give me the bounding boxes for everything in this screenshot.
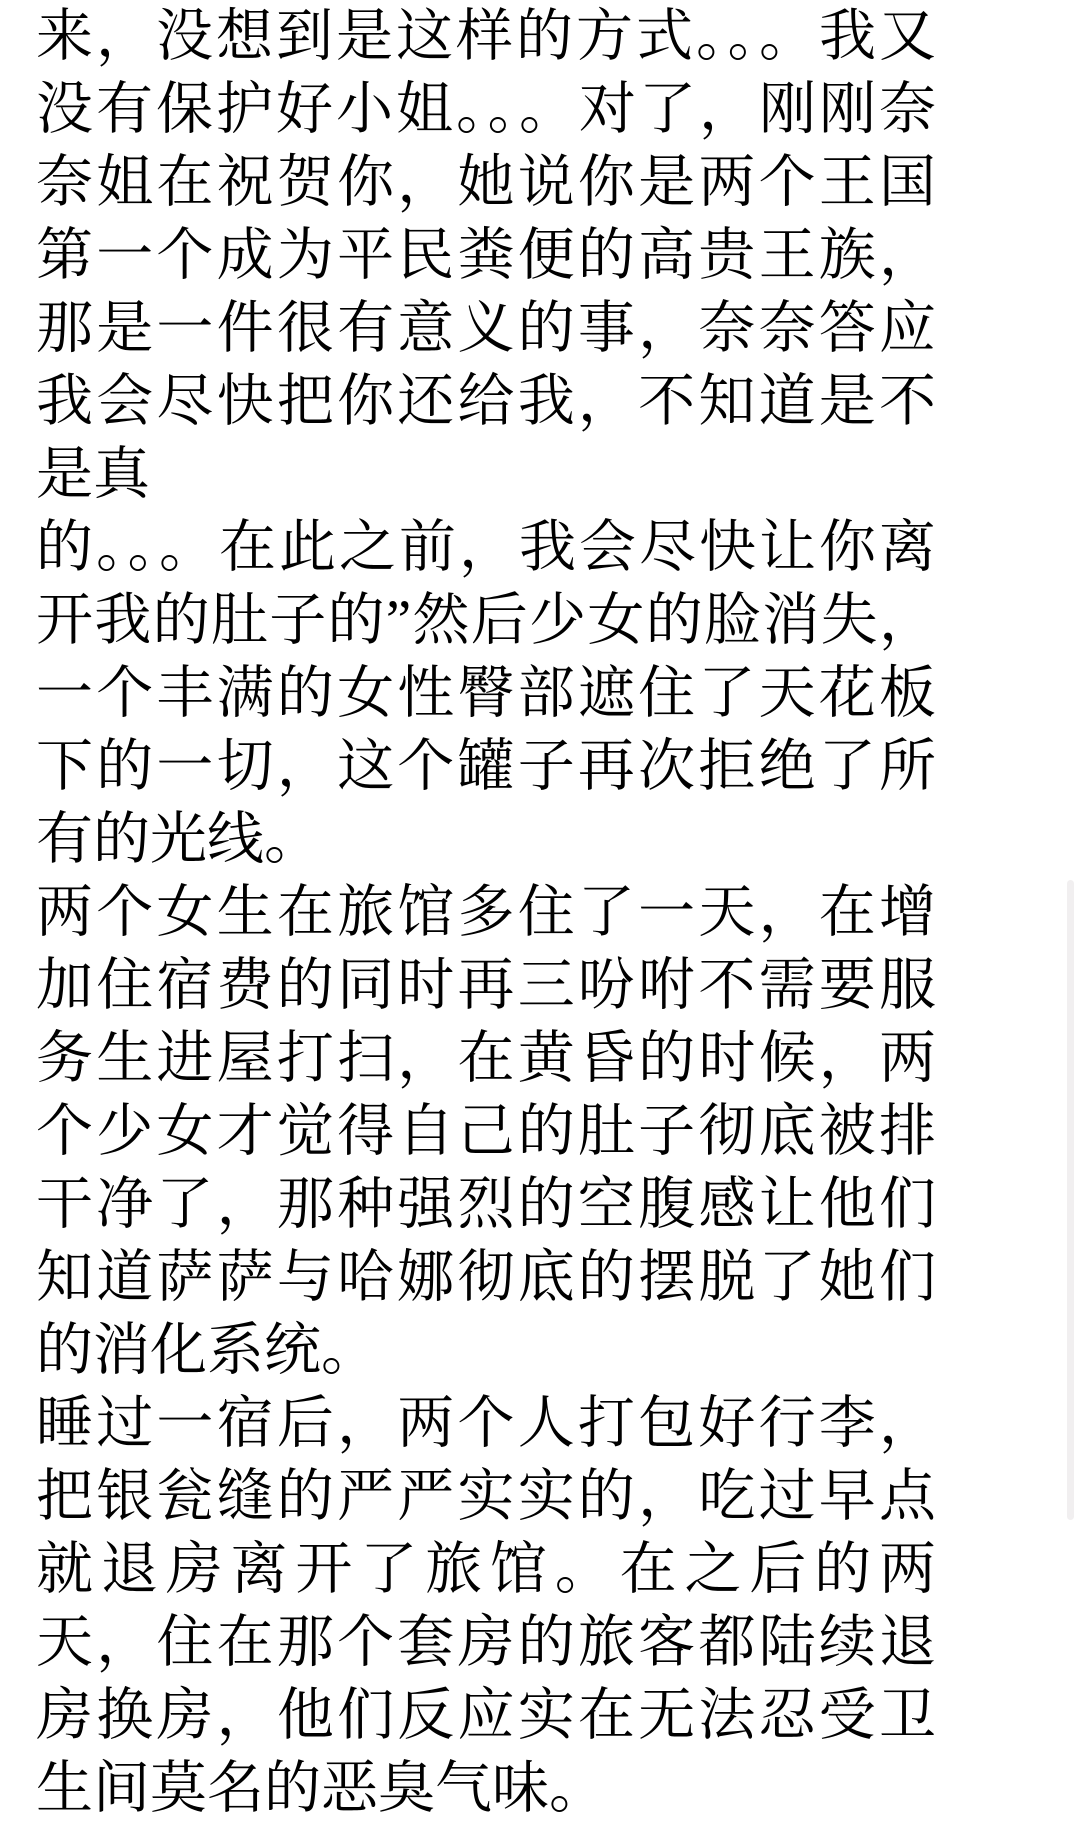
document-text-body (36, 0, 936, 1825)
paragraph: 两个女生在旅馆多住了一天，在增加住宿费的同时再三吩咐不需要服务生进屋打扫，在黄昏的时候，两个少女才觉得自己的肚子彻底被排干净了，那种强烈的空腹感让他们知道萨萨与哈娜彻底的摆脱了她们的消化系统。 (36, 881, 936, 1382)
paragraph: 来，没想到是这样的方式。。。我又没有保护好小姐。。。对了，刚刚奈奈姐在祝贺你，她说你是两个王国第一个成为平民粪便的高贵王族，那是一件很有意义的事，奈奈答应我会尽快把你还给我，不知道是不是真 (36, 5, 936, 506)
paragraph: 睡过一宿后，两个人打包好行李，把银瓮缝的严严实实的，吃过早点就退房离开了旅馆。在之后的两天，住在那个套房的旅客都陆续退房换房，他们反应实在无法忍受卫生间莫名的恶臭气味。 (36, 1392, 936, 1820)
paragraph: 的。。。在此之前，我会尽快让你离开我的肚子的”然后少女的脸消失，一个丰满的女性臀部遮住了天花板下的一切，这个罐子再次拒绝了所有的光线。 (36, 516, 936, 871)
vertical-scrollbar[interactable] (1067, 880, 1074, 1520)
